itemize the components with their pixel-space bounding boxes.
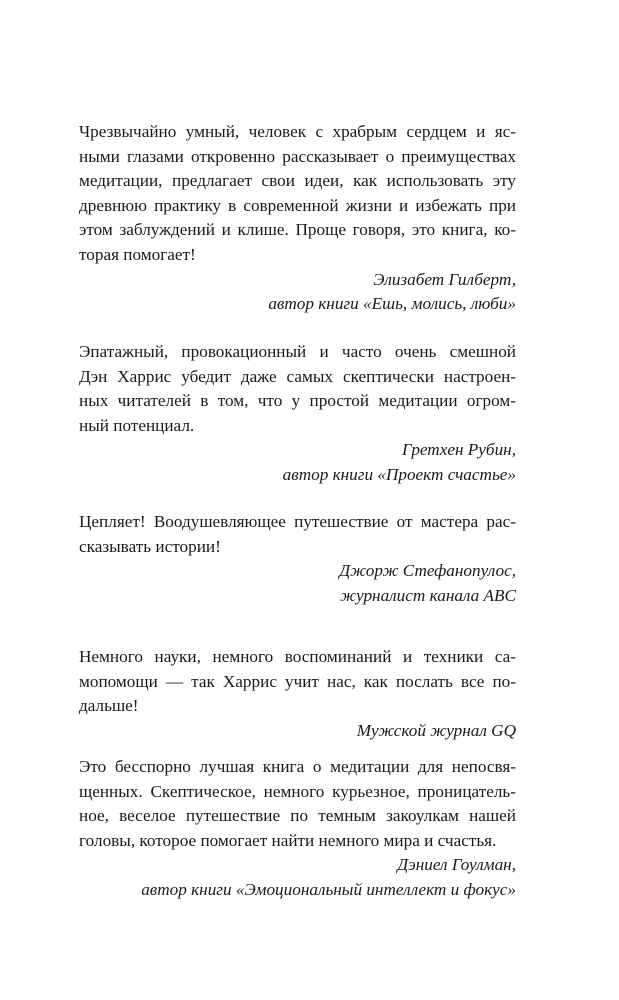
- blurb-gq: [79, 645, 516, 743]
- attribution-source: автор книги «Ешь, молись, люби»: [268, 294, 516, 314]
- blurb-stephanopoulos: [79, 510, 516, 608]
- quote-text-line: ными глазами откровенно рассказывает о преимуществах: [79, 146, 516, 166]
- attribution-author: Гретхен Рубин,: [402, 440, 516, 460]
- quote-text-line: ных читателей в том, что у простой медитации огром-: [79, 391, 516, 411]
- quote-text-line: ный потенциал.: [79, 415, 195, 435]
- quote-text-line: Цепляет! Воодушевляющее путешествие от мастера рас-: [79, 512, 516, 531]
- quote-text-line: Немного науки, немного воспоминаний и техники са-: [79, 647, 516, 666]
- blurb-gilbert: [79, 120, 516, 317]
- quote-text-line: сказывать истории!: [79, 536, 221, 556]
- attribution-source: журналист канала ABC: [340, 585, 516, 605]
- attribution-author: Джорж Стефанопулос,: [339, 561, 516, 581]
- blurb-goleman: [79, 755, 516, 903]
- attribution-author: Дэниел Гоулман,: [397, 855, 516, 875]
- quote-text-line: этом заблуждений и клише. Проще говоря, это книга, ко-: [79, 220, 516, 240]
- quote-text-line: медитации, предлагает свои идеи, как использовать эту: [79, 171, 516, 191]
- quote-text-line: головы, которое помогает найти немного мира и счастья.: [79, 830, 497, 850]
- quote-text-line: щенных. Скептическое, немного курьезное, проницатель-: [79, 781, 516, 801]
- attribution-source: автор книги «Проект счастье»: [282, 464, 516, 484]
- quote-text-line: Эпатажный, провокационный и часто очень смешной: [79, 342, 516, 361]
- quote-text-line: торая помогает!: [79, 244, 196, 264]
- quote-text-line: мопомощи — так Харрис учит нас, как послать все по-: [79, 671, 516, 691]
- quote-text-line: ное, веселое путешествие по темным закоулкам нашей: [79, 806, 516, 826]
- attribution-author: Элизабет Гилберт,: [373, 269, 516, 289]
- quote-text-line: Это бесспорно лучшая книга о медитации для непосвя-: [79, 757, 516, 776]
- quote-text-line: Чрезвычайно умный, человек с храбрым сердцем и яс-: [79, 122, 516, 141]
- attribution-source: Мужской журнал GQ: [356, 720, 516, 740]
- blurb-rubin: [79, 340, 516, 488]
- quote-text-line: Дэн Харрис убедит даже самых скептически настроен-: [79, 366, 516, 386]
- attribution-source: автор книги «Эмоциональный интеллект и фокус»: [141, 879, 516, 899]
- quote-text-line: дальше!: [79, 696, 139, 716]
- quote-text-line: древнюю практику в современной жизни и избежать при: [79, 195, 516, 215]
